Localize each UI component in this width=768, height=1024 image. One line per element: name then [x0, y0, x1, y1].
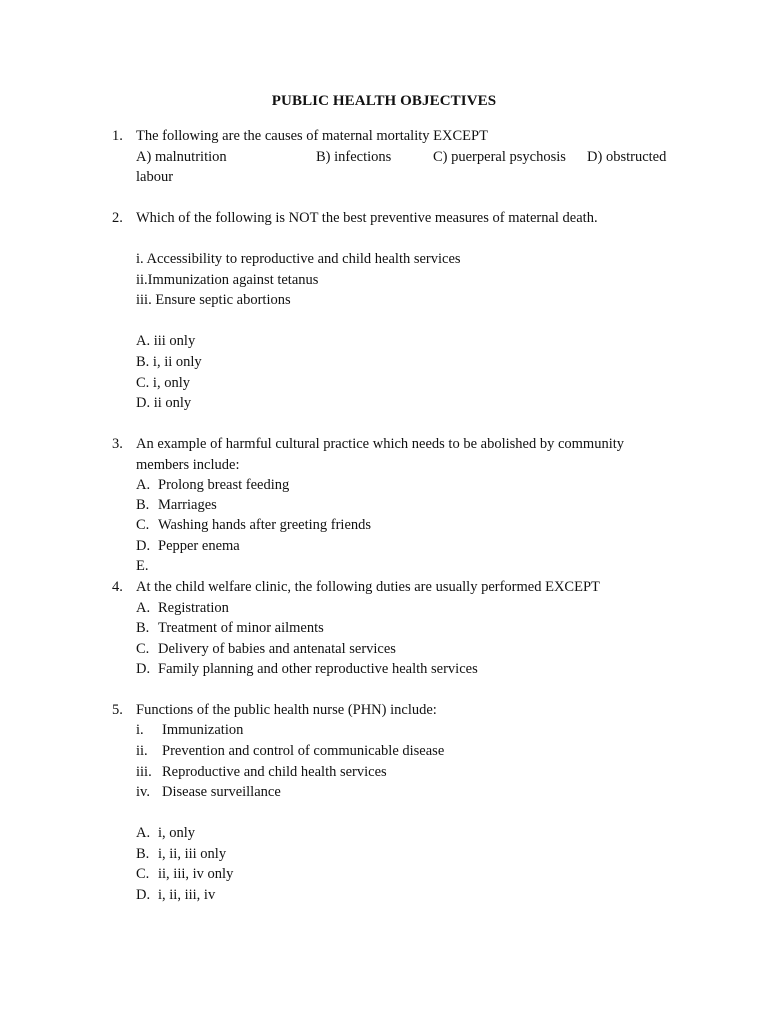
option-text: infections [334, 149, 392, 165]
option-letter: B) [316, 149, 331, 165]
option-letter: D. [136, 887, 151, 903]
option-text: ii, iii, iv only [158, 866, 234, 882]
option-letter: B. [136, 497, 150, 513]
statement-numeral: i. [136, 722, 144, 738]
question-text-line: An example of harmful cultural practice which needs to be abolished by community [136, 436, 625, 452]
option-letter: A. [136, 825, 151, 841]
option-text: Family planning and other reproductive health services [158, 661, 478, 677]
option-text: puerperal psychosis [451, 149, 566, 165]
statement-numeral: ii. [136, 743, 148, 759]
option-text: Washing hands after greeting friends [158, 517, 372, 533]
option-text: i, ii, iii only [158, 846, 227, 862]
option-letter: C. [136, 517, 150, 533]
option-letter: A) [136, 149, 152, 165]
statement-numeral: iii. [136, 764, 152, 780]
question-text-line: members include: [136, 457, 240, 473]
option [587, 148, 666, 166]
option-letter: B. [136, 846, 150, 862]
option-text: Pepper enema [158, 538, 240, 554]
statement: ii.Immunization against tetanus [136, 272, 319, 288]
question-number: 4. [112, 579, 123, 595]
question-text: The following are the causes of maternal mortality EXCEPT [136, 128, 488, 144]
question-number: 1. [112, 128, 123, 144]
option: D. ii only [136, 395, 192, 411]
option-text: Marriages [158, 497, 217, 513]
statement-text: Disease surveillance [162, 784, 281, 800]
page-title: PUBLIC HEALTH OBJECTIVES [271, 93, 497, 109]
option [433, 148, 566, 166]
statement: iii. Ensure septic abortions [136, 292, 291, 308]
statement: i. Accessibility to reproductive and child health services [136, 251, 461, 267]
question-text: At the child welfare clinic, the following duties are usually performed EXCEPT [136, 579, 600, 595]
option-text: Delivery of babies and antenatal services [158, 641, 396, 657]
option-text: malnutrition [154, 149, 227, 165]
statement-numeral: iv. [136, 784, 150, 800]
question-text: Which of the following is NOT the best preventive measures of maternal death. [136, 210, 598, 226]
option-letter: D. [136, 661, 151, 677]
option-letter: C. [136, 641, 150, 657]
question-number: 5. [112, 702, 123, 718]
option-text: Prolong breast feeding [158, 477, 290, 493]
option-letter: D. [136, 538, 151, 554]
option-text: i, only [158, 825, 196, 841]
question-text: Functions of the public health nurse (PHN) include: [136, 702, 437, 718]
option-text: Treatment of minor ailments [158, 620, 324, 636]
option-letter: E. [136, 558, 149, 574]
option-letter: C) [433, 149, 448, 165]
option: C. i, only [136, 375, 190, 391]
option-text: Registration [158, 600, 229, 616]
option [136, 148, 227, 166]
option-text: i, ii, iii, iv [158, 887, 216, 903]
option-letter: A. [136, 600, 151, 616]
statement-text: Reproductive and child health services [162, 764, 387, 780]
option: B. i, ii only [136, 354, 202, 370]
option-letter: C. [136, 866, 150, 882]
statement-text: Prevention and control of communicable disease [162, 743, 445, 759]
option-letter: A. [136, 477, 151, 493]
question-number: 3. [112, 436, 123, 452]
option-letter: B. [136, 620, 150, 636]
option-letter: D) [587, 149, 603, 165]
option [316, 148, 391, 166]
option: A. iii only [136, 333, 196, 349]
option-wrap-text: labour [136, 169, 174, 185]
question-number: 2. [112, 210, 123, 226]
option-text: obstructed [605, 149, 667, 165]
statement-text: Immunization [162, 722, 244, 738]
